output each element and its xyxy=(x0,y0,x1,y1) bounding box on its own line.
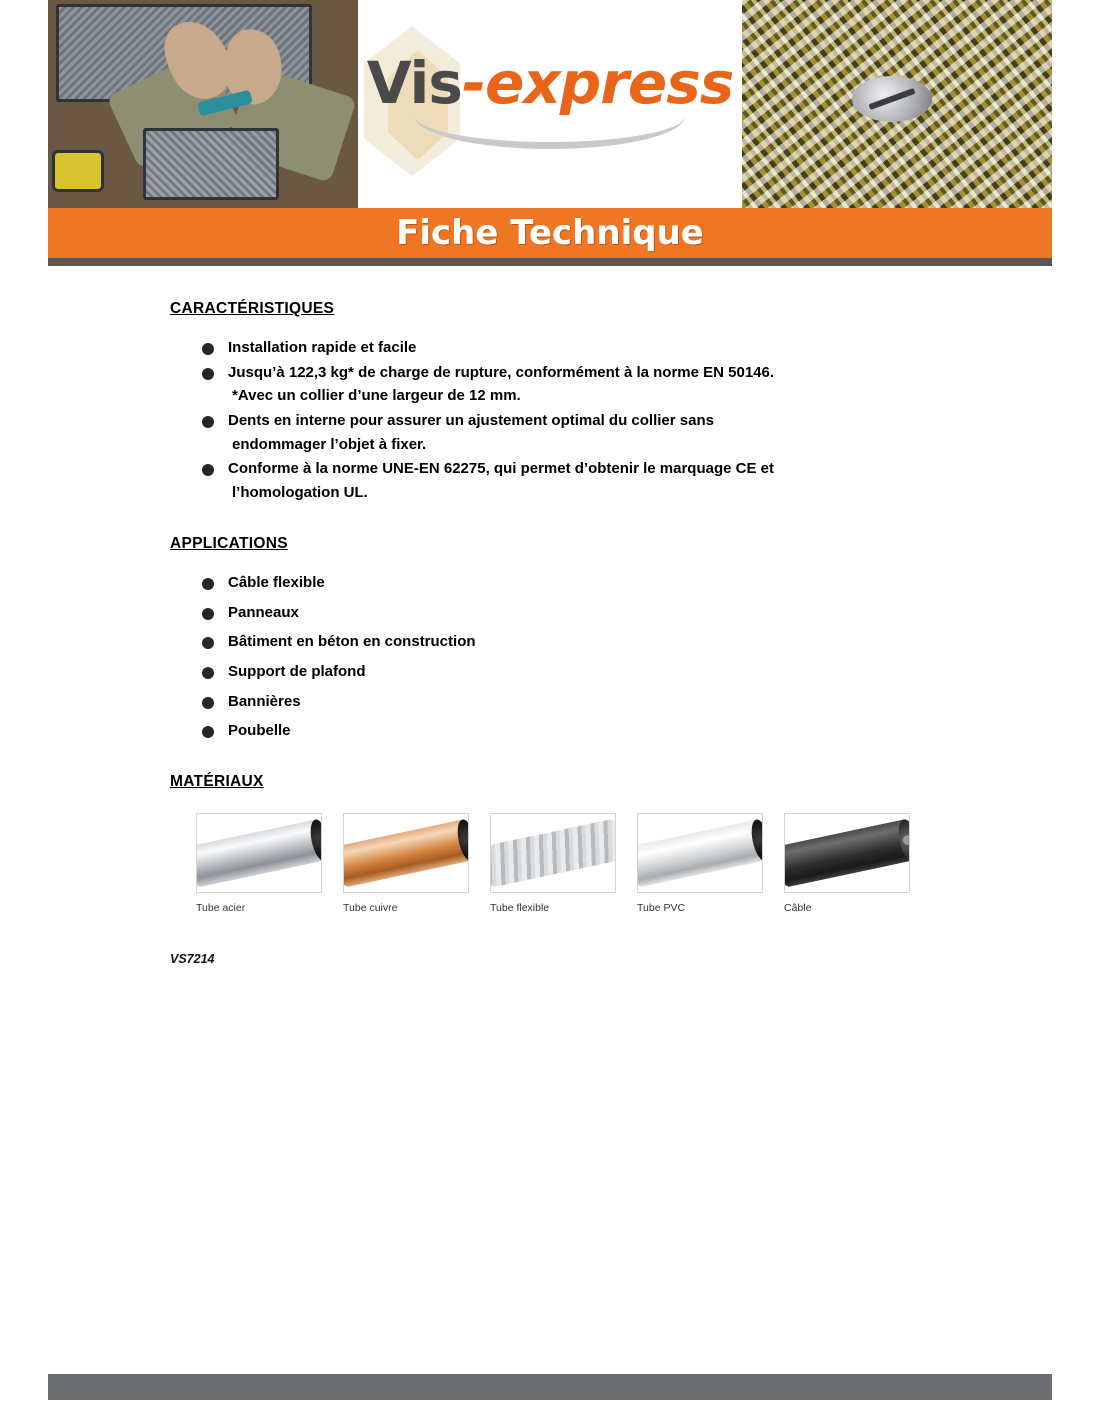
list-item xyxy=(200,361,970,408)
material-caption: Tube flexible xyxy=(490,901,550,914)
tape-measure-icon xyxy=(52,150,104,192)
material-caption: Tube PVC xyxy=(637,901,686,914)
tube-shape xyxy=(343,818,469,887)
tube-shape xyxy=(196,818,322,887)
characteristics-section xyxy=(170,300,970,505)
list-item-text: Jusqu’à 122,3 kg* de charge de rupture, conformément à la norme EN 50146. xyxy=(228,363,775,381)
brand-logo xyxy=(366,48,734,149)
logo-secondary-text: -express xyxy=(461,48,734,117)
list-item-text: Dents en interne pour assurer un ajustement optimal du collier sans xyxy=(228,412,714,430)
cable-shape xyxy=(784,818,910,887)
cable-cross-section xyxy=(895,818,910,862)
materials-title: MATÉRIAUX xyxy=(170,772,264,790)
characteristics-list xyxy=(170,336,970,505)
applications-title: APPLICATIONS xyxy=(170,534,288,552)
banner-underline xyxy=(48,258,1052,266)
screw-tray-secondary xyxy=(143,128,279,200)
page-header xyxy=(48,0,1052,208)
list-item xyxy=(200,601,970,625)
pvc-tube-icon xyxy=(637,813,763,893)
list-item-text: Poubelle xyxy=(228,722,291,740)
logo-area xyxy=(358,0,742,208)
list-item xyxy=(200,660,970,684)
logo-primary-text: Vis xyxy=(366,48,462,117)
list-item-text: Câble flexible xyxy=(228,573,325,591)
copper-tube-icon xyxy=(343,813,469,893)
material-item xyxy=(196,813,320,914)
footer-bar xyxy=(48,1374,1052,1400)
list-item-subtext: endommager l’objet à fixer. xyxy=(232,435,427,453)
list-item-subtext: *Avec un collier d’une largeur de 12 mm. xyxy=(232,387,521,405)
applications-list xyxy=(170,571,970,743)
materials-section xyxy=(170,773,970,966)
screws-photo xyxy=(742,0,1052,208)
list-item xyxy=(200,336,970,360)
material-item xyxy=(490,813,614,914)
workbench-photo xyxy=(48,0,358,208)
material-caption: Tube acier xyxy=(196,901,246,914)
tube-opening xyxy=(454,818,469,862)
characteristics-title: CARACTÉRISTIQUES xyxy=(170,300,335,317)
cable-icon xyxy=(784,813,910,893)
document-body xyxy=(170,300,970,966)
list-item-text: Support de plafond xyxy=(228,662,366,680)
tube-opening xyxy=(307,818,322,862)
logo-swoosh xyxy=(415,116,685,149)
list-item-subtext: l’homologation UL. xyxy=(232,484,368,502)
list-item xyxy=(200,690,970,714)
tube-shape xyxy=(490,818,616,887)
list-item xyxy=(200,719,970,743)
steel-tube-icon xyxy=(196,813,322,893)
list-item xyxy=(200,571,970,595)
list-item-text: Conforme à la norme UNE-EN 62275, qui permet d’obtenir le marquage CE et xyxy=(228,460,774,478)
list-item xyxy=(200,457,970,504)
flexible-tube-icon xyxy=(490,813,616,893)
material-item xyxy=(637,813,761,914)
banner-title-bar xyxy=(48,208,1052,258)
list-item-text: Panneaux xyxy=(228,603,299,621)
tube-shape xyxy=(637,818,763,887)
reference-code: VS7214 xyxy=(170,951,215,966)
list-item xyxy=(200,630,970,654)
material-caption: Câble xyxy=(784,901,812,914)
tube-opening xyxy=(748,818,763,862)
applications-section xyxy=(170,535,970,743)
material-caption: Tube cuivre xyxy=(343,901,398,914)
list-item xyxy=(200,409,970,456)
list-item-text: Bâtiment en béton en construction xyxy=(228,633,476,651)
list-item-text: Bannières xyxy=(228,692,301,710)
banner-title: Fiche Technique xyxy=(396,213,704,253)
material-item xyxy=(343,813,467,914)
list-item-text: Installation rapide et facile xyxy=(228,339,417,356)
material-item xyxy=(784,813,908,914)
materials-thumbnail-row xyxy=(170,813,970,914)
screw-head-icon xyxy=(852,76,932,122)
